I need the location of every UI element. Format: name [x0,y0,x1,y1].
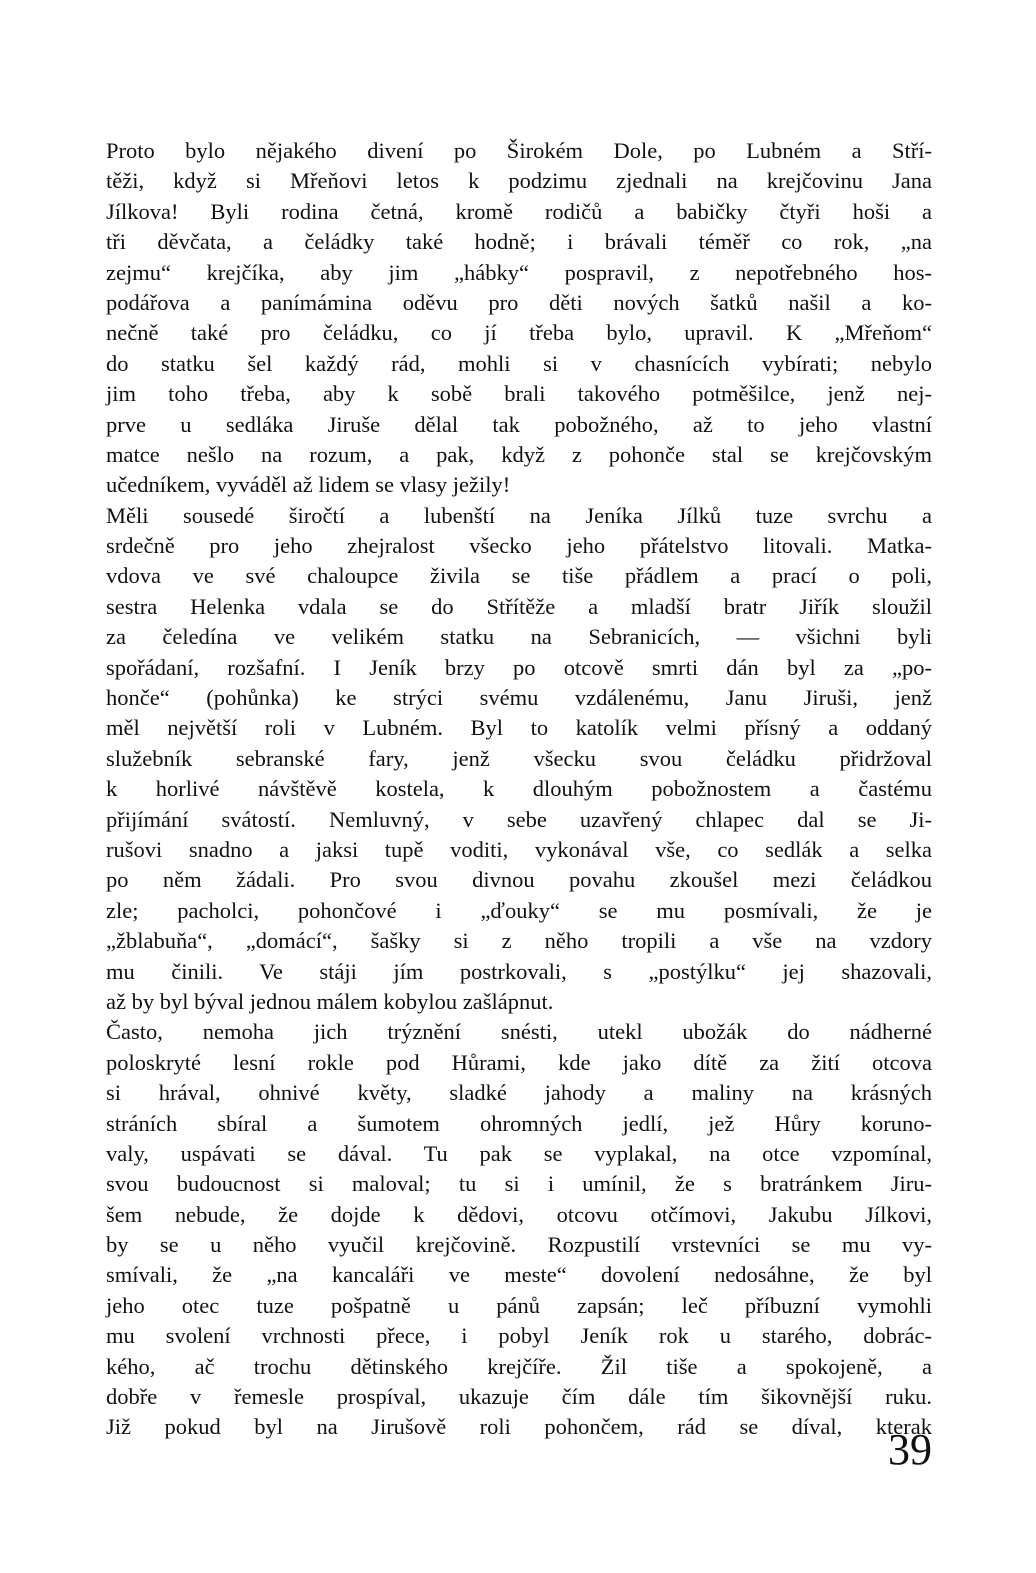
text-line: nečně také pro čeládku, co jí třeba bylo, upravil. K „Mřeňom“ [106,320,932,346]
text-line: měl největší roli v Lubném. Byl to katolík velmi přísný a oddaný [106,715,932,741]
text-line: honče“ (pohůnka) ke strýci svému vzdálenému, Janu Jiruši, jenž [106,685,932,711]
text-line: Proto bylo nějakého divení po Širokém Dole, po Lubném a Stří- [106,138,932,163]
text-line: mu svolení vrchnosti přece, i pobyl Jeník rok u starého, dobrác- [106,1323,932,1349]
text-line: zle; pacholci, pohončové i „ďouky“ se mu posmívali, že je [106,897,932,923]
text-line: mu činili. Ve stáji jím postrkovali, s „postýlku“ jej shazovali, [106,958,932,984]
text-line: Často, nemoha jich trýznění snésti, utekl ubožák do nádherné [106,1019,932,1045]
text-line: smívali, že „na kancaláři ve meste“ dovolení nedosáhne, že byl [106,1262,932,1288]
text-line: služebník sebranské fary, jenž všecku svou čeládku přidržoval [106,745,932,771]
text-line: by se u něho vyučil krejčovině. Rozpustilí vrstevníci se mu vy- [106,1232,932,1258]
text-line: podářova a panímámina oděvu pro děti nových šatků našil a ko- [106,289,932,315]
page-number: 39 [888,1425,932,1474]
text-line: kého, ač trochu dětinského krejčíře. Žil tiše a spokojeně, a [106,1353,932,1379]
text-line: do statku šel každý rád, mohli si v chasnících vybírati; nebylo [106,350,932,376]
text-line: srdečně pro jeho zhejralost všecko jeho přátelstvo litovali. Matka- [106,533,932,559]
text-line: až by byl býval jednou málem kobylou zašlápnut. [106,988,554,1014]
text-line: sestra Helenka vdala se do Střítěže a mladší bratr Jiřík sloužil [106,593,932,619]
text-line: tři děvčata, a čeládky také hodně; i brávali téměř co rok, „na [106,229,932,255]
text-line: za čeledína ve velikém statku na Sebranicích, — všichni byli [106,624,932,650]
text-line: rušovi snadno a jaksi tupě voditi, vykonával vše, co sedlák a selka [106,836,932,862]
text-line: Již pokud byl na Jirušově roli pohončem, rád se díval, kterak [106,1414,932,1440]
text-line: poloskryté lesní rokle pod Hůrami, kde jako dítě za žití otcova [106,1049,932,1075]
text-line: stráních sbíral a šumotem ohromných jedlí, jež Hůry koruno- [106,1110,932,1136]
text-line: vdova ve své chaloupce živila se tiše přádlem a prací o poli, [106,563,932,589]
text-line: matce nešlo na rozum, a pak, když z pohonče stal se krejčovským [106,441,932,467]
text-line: Jílkova! Byli rodina četná, kromě rodičů a babičky čtyři hoši a [106,198,932,224]
body-text [106,136,932,1443]
text-line: jim toho třeba, aby k sobě brali takového potměšilce, jenž nej- [106,381,932,407]
text-line: dobře v řemesle prospíval, ukazuje čím dále tím šikovnější ruku. [106,1384,932,1410]
text-line: si hrával, ohnivé květy, sladké jahody a maliny na krásných [106,1080,932,1106]
text-line: prve u sedláka Jiruše dělal tak pobožného, až to jeho vlastní [106,411,932,437]
text-line: jeho otec tuze pošpatně u pánů zapsán; leč příbuzní vymohli [106,1292,932,1318]
text-line: valy, uspávati se dával. Tu pak se vyplakal, na otce vzpomínal, [106,1140,932,1166]
text-line: Měli sousedé širočtí a lubenští na Jeníka Jílků tuze svrchu a [106,502,932,528]
text-line: učedníkem, vyváděl až lidem se vlasy ježily! [106,472,511,498]
text-line: těži, když si Mřeňovi letos k podzimu zjednali na krejčovinu Jana [106,168,932,194]
text-line: přijímání svátostí. Nemluvný, v sebe uzavřený chlapec dal se Ji- [106,806,932,832]
text-line: zejmu“ krejčíka, aby jim „hábky“ pospravil, z nepotřebného hos- [106,259,932,285]
text-line: k horlivé návštěvě kostela, k dlouhým pobožnostem a častému [106,776,932,802]
text-line: šem nebude, že dojde k dědovi, otcovu otčímovi, Jakubu Jílkovi, [106,1201,932,1227]
text-line: spořádaní, rozšafní. I Jeník brzy po otcově smrti dán byl za „po- [106,654,932,680]
text-line: po něm žádali. Pro svou divnou povahu zkoušel mezi čeládkou [106,867,932,893]
text-line: svou budoucnost si maloval; tu si i umínil, že s bratránkem Jiru- [106,1171,932,1197]
text-line: „žblabuňa“, „domácí“, šašky si z něho tropili a vše na vzdory [106,928,932,954]
